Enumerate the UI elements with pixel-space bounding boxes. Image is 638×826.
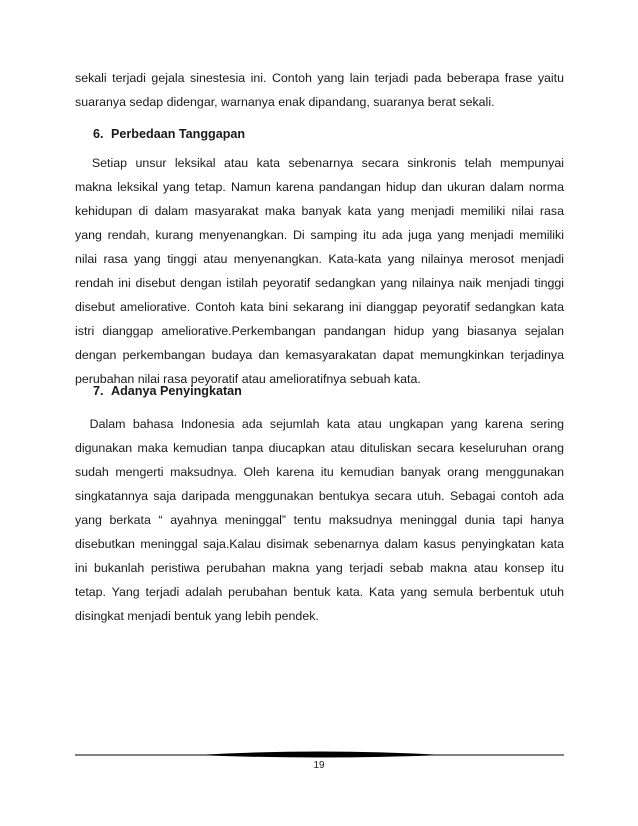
text-line: sekali terjadi gejala sinestesia ini. Contoh yang lain terjadi pada beberapa frase yaitu (75, 71, 564, 85)
section-number: 6. (93, 127, 104, 141)
text-line: kehidupan di dalam masyarakat maka banyak kata yang menjadi memiliki nilai rasa (75, 204, 564, 218)
text-line: disebut ameliorative. Contoh kata bini sekarang ini dianggap peyoratif sedangkan kata (75, 300, 564, 314)
text-line: dengan perkembangan budaya dan kemasyarakatan dapat memungkinkan terjadinya (75, 348, 564, 362)
text-line: sudah mengerti maksudnya. Oleh karena itu kemudian banyak orang menggunakan (75, 465, 564, 479)
text-line: suaranya sedap didengar, warnanya enak dipandang, suaranya berat sekali. (75, 95, 495, 109)
text-line: rendah ini disebut dengan istilah peyoratif sedangkan yang nilainya naik menjadi tinggi (75, 276, 564, 290)
text-line: yang berkata “ ayahnya meninggal” tentu maksudnya meninggal dunia tapi hanya (75, 513, 564, 527)
text-line: makna leksikal yang tetap. Namun karena pandangan hidup dan ukuran dalam norma (75, 180, 564, 194)
text-line: tetap. Yang terjadi adalah perubahan bentuk kata. Kata yang semula berbentuk utuh (75, 585, 564, 599)
text-line: nilai rasa yang tinggi atau menyenangkan. Kata-kata yang nilainya merosot menjadi (75, 252, 564, 266)
section-7-paragraph (75, 412, 564, 628)
section-heading-7 (93, 384, 242, 398)
text-line: perubahan nilai rasa peyoratif atau amelioratifnya sebuah kata. (75, 372, 421, 386)
text-line: Setiap unsur leksikal atau kata sebenarnya secara sinkronis telah mempunyai (75, 156, 564, 170)
intro-paragraph (75, 66, 564, 114)
text-line: ini bukanlah peristiwa perubahan makna yang terjadi sebab makna atau konsep itu (75, 561, 564, 575)
text-line: digunakan maka kemudian tanpa diucapkan atau dituliskan secara keseluruhan orang (75, 441, 564, 455)
text-line: istri dianggap ameliorative.Perkembangan pandangan hidup yang biasanya sejalan (75, 324, 564, 338)
section-title: Adanya Penyingkatan (111, 384, 242, 398)
section-heading-6 (93, 127, 245, 141)
section-number: 7. (93, 384, 104, 398)
text-line: disebutkan meninggal saja.Kalau disimak sebenarnya dalam kasus penyingkatan kata (75, 537, 564, 551)
page-number: 19 (313, 760, 325, 771)
text-line: singkatannya saja daripada menggunakan bentukya secara utuh. Sebagai contoh ada (75, 489, 564, 503)
text-line: yang rendah, kurang menyenangkan. Di samping itu ada juga yang menjadi memiliki (75, 228, 564, 242)
text-line: disingkat menjadi bentuk yang lebih pendek. (75, 609, 319, 623)
section-title: Perbedaan Tanggapan (111, 127, 246, 141)
section-6-paragraph (75, 151, 564, 391)
text-line: Dalam bahasa Indonesia ada sejumlah kata atau ungkapan yang karena sering (75, 417, 564, 431)
